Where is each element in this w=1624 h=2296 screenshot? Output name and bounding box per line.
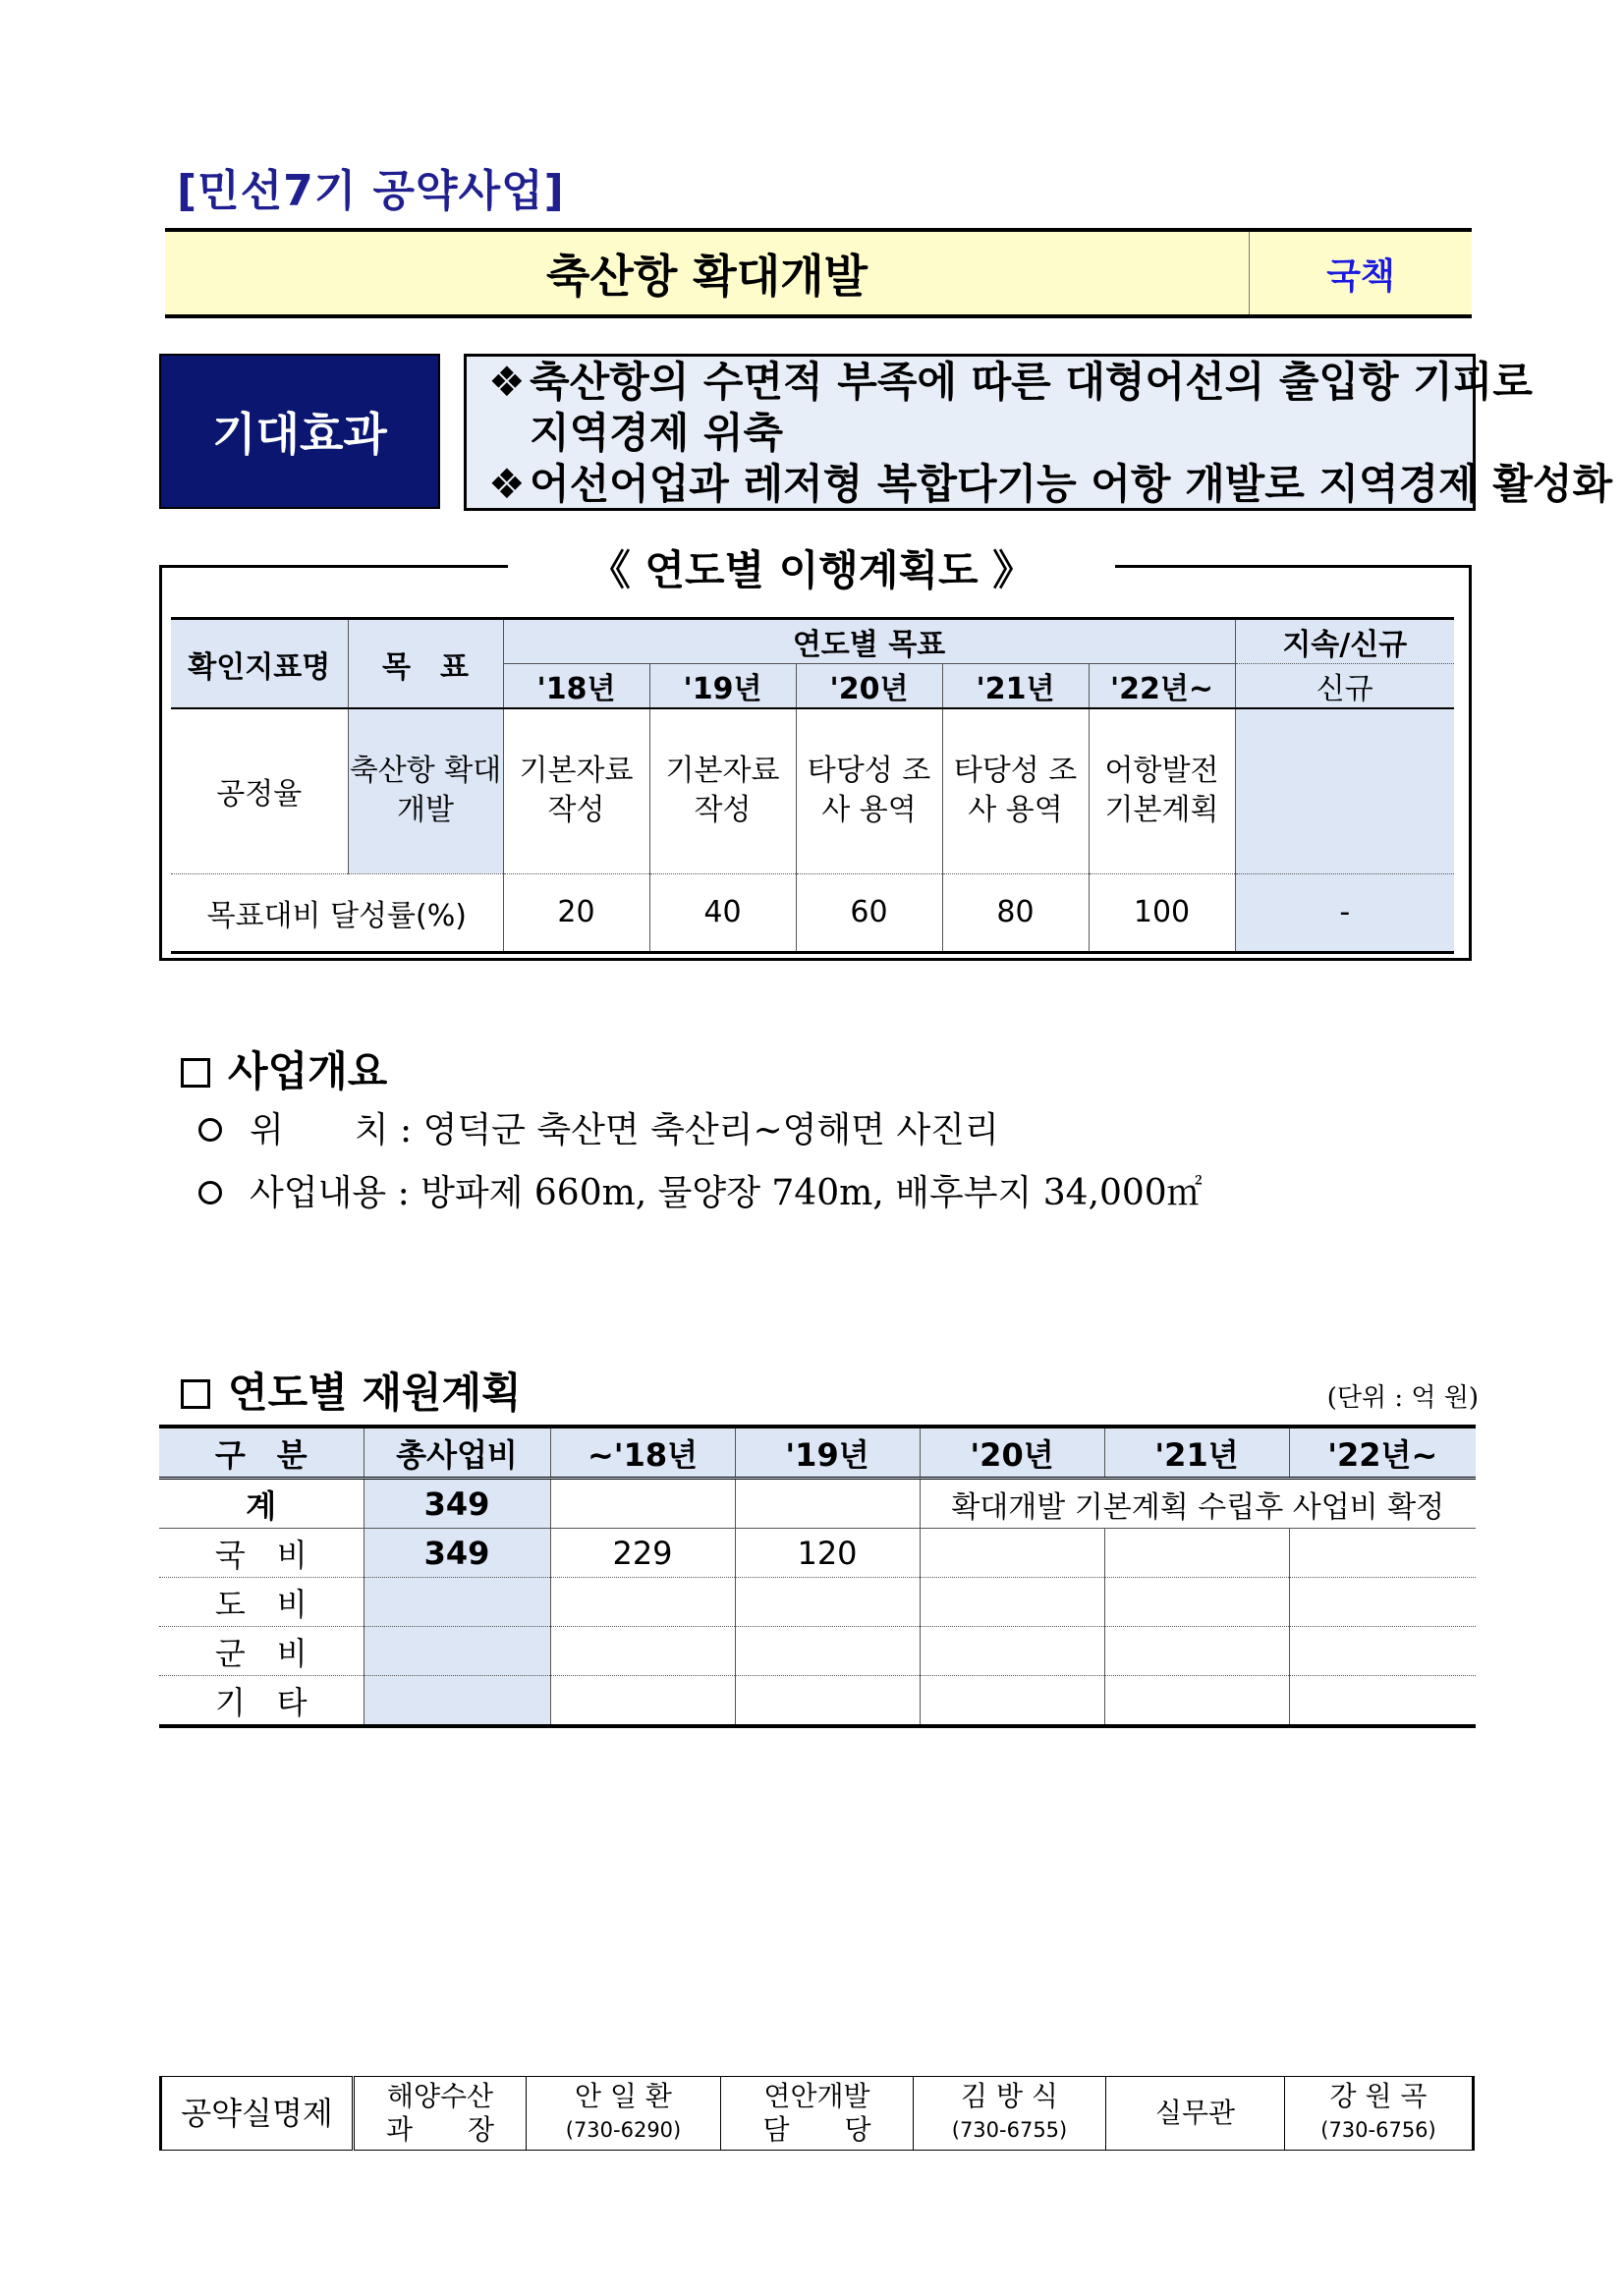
effect-line-1 [488,357,1533,408]
footer-title-2: 연안개발 담 당 [721,2077,914,2151]
footer-phone-3: (730-6756) [1320,2118,1436,2142]
effect-line-1-cont: 지역경제 위축 [530,409,784,457]
plan-frame-top-left [159,565,508,568]
location-value: : 영덕군 축산면 축산리~영해면 사진리 [400,1110,999,1150]
overview-heading: 사업개요 [181,1039,387,1098]
location-label: 위 치 [250,1110,389,1150]
row1-name: 공정율 [171,708,348,873]
header-tag: [민선7기 공약사업] [177,166,565,216]
year-19: '19년 [649,664,796,709]
fin-row-22 [1289,1627,1476,1676]
fin-row-label: 기 타 [159,1676,364,1727]
table-row [159,1676,1476,1727]
table-row [159,1578,1476,1627]
plan-title: 《 연도별 이행계획도 》 [588,546,1035,594]
fin-row-19 [735,1676,920,1727]
col-status: 지속/신규 [1235,619,1454,664]
effect-text-2: 어선어업과 레저형 복합다기능 어항 개발로 지역경제 활성화 [530,460,1613,508]
fin-row-20 [920,1676,1104,1727]
fin-header-22: '22년~ [1289,1427,1476,1479]
fin-row-total [364,1578,550,1627]
diamond-bullet-icon: ❖ [488,460,526,508]
row2-status: - [1235,873,1454,952]
footer-person-2 [914,2077,1106,2151]
fin-row-total [364,1676,550,1727]
unit-label: (단위 : 억 원) [1326,1383,1479,1413]
pledge-realname-table [159,2076,1475,2151]
fin-row-21 [1104,1578,1289,1627]
year-21: '21년 [942,664,1089,709]
content-value: : 방파제 660m, 물양장 740m, 배후부지 34,000㎡ [397,1173,1203,1213]
row1-value-18: 기본자료 작성 [503,708,649,873]
fin-row-19 [735,1578,920,1627]
content-label: 사업내용 [250,1173,387,1213]
row1-goal: 축산항 확대개발 [348,708,503,873]
fin-row-22 [1289,1676,1476,1727]
footer-phone-2: (730-6755) [951,2118,1068,2142]
col-yearly: 연도별 목표 [503,619,1235,664]
overview-content [198,1165,1203,1215]
footer-person-1 [527,2077,721,2151]
footer-person-3 [1285,2077,1474,2151]
diamond-bullet-icon: ❖ [488,358,526,406]
row1-value-20: 타당성 조사 용역 [796,708,942,873]
fin-row-label: 도 비 [159,1578,364,1627]
year-22: '22년~ [1089,664,1235,709]
fin-row-18 [550,1578,735,1627]
footer-name-3: 강 원 곡 [1329,2080,1428,2112]
fin-header-18: ~'18년 [550,1427,735,1479]
checkbox-square-icon [181,1379,210,1409]
fin-row-total [364,1627,550,1676]
expected-effect-box [464,354,1613,511]
effect-line-2 [488,459,1613,510]
footer-name-2: 김 방 식 [961,2080,1058,2112]
table-row [159,1529,1476,1578]
col-goal: 목 표 [348,619,503,709]
footer-name-1: 안 일 환 [575,2080,672,2112]
fin-row-18 [550,1676,735,1727]
fin-row-20 [920,1529,1104,1578]
row2-value-19: 40 [649,873,796,952]
circle-bullet-icon [198,1118,222,1142]
checkbox-square-icon [181,1058,210,1088]
row2-value-22: 100 [1089,873,1235,952]
fin-header-19: '19년 [735,1427,920,1479]
title-bar [165,228,1472,318]
effect-text-1: 축산항의 수면적 부족에 따른 대형어선의 출입항 기피로 [530,358,1533,406]
circle-bullet-icon [198,1181,222,1204]
footer-title-3: 실무관 [1106,2077,1285,2151]
fin-row-19 [735,1479,920,1529]
row1-value-21: 타당성 조사 용역 [942,708,1089,873]
fin-header-21: '21년 [1104,1427,1289,1479]
fin-row-18 [550,1627,735,1676]
pledge-label: 공약실명제 [161,2077,354,2151]
year-18: '18년 [503,664,649,709]
year-20: '20년 [796,664,942,709]
fin-row-21 [1104,1676,1289,1727]
fin-row-19: 120 [735,1529,920,1578]
page-title: 축산항 확대개발 [545,250,868,303]
fin-row-20 [920,1578,1104,1627]
status-value: 신규 [1235,664,1454,709]
fin-row-label: 군 비 [159,1627,364,1676]
fin-header-category: 구 분 [159,1427,364,1479]
fin-row-total: 349 [364,1479,550,1529]
col-indicator: 확인지표명 [171,619,348,709]
fin-row-label: 계 [159,1479,364,1529]
category-badge: 국책 [1326,255,1395,297]
plan-frame-top-right [1115,565,1472,568]
row2-value-20: 60 [796,873,942,952]
fin-row-18 [550,1479,735,1529]
row1-value-19: 기본자료 작성 [649,708,796,873]
table-row [159,1627,1476,1676]
fin-row-19 [735,1627,920,1676]
plan-table [171,617,1454,954]
finance-heading: 연도별 재원계획 [181,1361,522,1420]
fin-row-label: 국 비 [159,1529,364,1578]
fin-row-20 [920,1627,1104,1676]
fin-row-note: 확대개발 기본계획 수립후 사업비 확정 [920,1479,1476,1529]
finance-table [159,1425,1476,1728]
fin-header-20: '20년 [920,1427,1104,1479]
row1-status [1235,708,1454,873]
fin-row-total: 349 [364,1529,550,1578]
row2-name: 목표대비 달성률(%) [171,873,503,952]
fin-row-21 [1104,1529,1289,1578]
row1-value-22: 어항발전 기본계획 [1089,708,1235,873]
fin-row-22 [1289,1529,1476,1578]
fin-row-22 [1289,1578,1476,1627]
table-row [159,1479,1476,1529]
footer-phone-1: (730-6290) [565,2118,682,2142]
fin-row-21 [1104,1627,1289,1676]
expected-effect-label: 기대효과 [159,354,440,509]
footer-title-1: 해양수산 과 장 [354,2077,527,2151]
fin-row-18: 229 [550,1529,735,1578]
fin-header-total: 총사업비 [364,1427,550,1479]
row2-value-18: 20 [503,873,649,952]
overview-location [198,1102,999,1152]
row2-value-21: 80 [942,873,1089,952]
